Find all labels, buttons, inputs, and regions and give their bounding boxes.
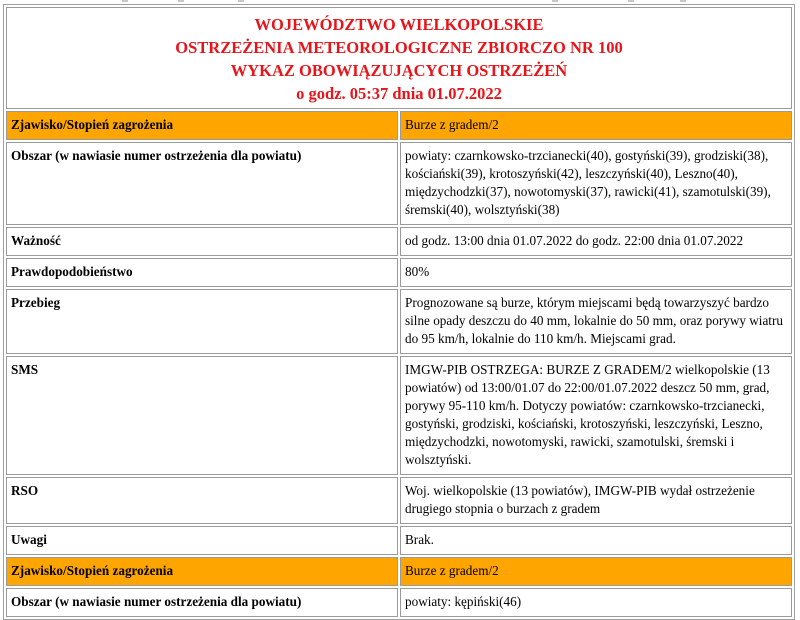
header-bulletin-title: OSTRZEŻENIA METEOROLOGICZNE ZBIORCZO NR 100 (175, 38, 623, 57)
warning1-area-row (6, 142, 792, 225)
area-label: Obszar (w nawiasie numer ostrzeżenia dla powiatu) (6, 588, 398, 617)
notes-label: Uwagi (6, 526, 398, 555)
probability-label: Prawdopodobieństwo (6, 258, 398, 287)
course-value: Prognozowane są burze, którym miejscami będą towarzyszyć bardzo silne opady deszczu do 40 mm, lokalnie do 50 mm, oraz porywy wiatru do 95 km/h, lokalnie do 110 km/h. Miejscami grad. (400, 289, 792, 354)
header-voivodeship: WOJEWÓDZTWO WIELKOPOLSKIE (254, 15, 544, 34)
phenomenon-label: Zjawisko/Stopień zagrożenia (6, 111, 398, 140)
rso-label: RSO (6, 477, 398, 524)
phenomenon-value: Burze z gradem/2 (400, 557, 792, 586)
phenomenon-label: Zjawisko/Stopień zagrożenia (6, 557, 398, 586)
warning1-rso-row (6, 477, 792, 524)
sms-label: SMS (6, 356, 398, 475)
warning1-course-row (6, 289, 792, 354)
warning1-notes-row (6, 526, 792, 555)
rso-value: Woj. wielkopolskie (13 powiatów), IMGW-PIB wydał ostrzeżenie drugiego stopnia o burzach z gradem (400, 477, 792, 524)
warnings-table (4, 5, 794, 619)
header-timestamp: o godz. 05:37 dnia 01.07.2022 (296, 84, 502, 103)
probability-value: 80% (400, 258, 792, 287)
document-header (6, 7, 792, 109)
phenomenon-value: Burze z gradem/2 (400, 111, 792, 140)
sms-value: IMGW-PIB OSTRZEGA: BURZE Z GRADEM/2 wielkopolskie (13 powiatów) od 13:00/01.07 do 22:00/01.07.2022 deszcz 50 mm, grad, porywy 95-110 km/h. Dotyczy powiatów: czarnkowsko-trzcianecki, gostyński, grodziski, kościański, krotoszyński, leszczyński, Leszno, międzychodzki, nowotomyski, rawicki, szamotulski, śremski i wolsztyński. (400, 356, 792, 475)
area-value: powiaty: kępiński(46) (400, 588, 792, 617)
validity-value: od godz. 13:00 dnia 01.07.2022 do godz. 22:00 dnia 01.07.2022 (400, 227, 792, 256)
warning2-area-row (6, 588, 792, 617)
area-label: Obszar (w nawiasie numer ostrzeżenia dla powiatu) (6, 142, 398, 225)
warning1-probability-row (6, 258, 792, 287)
course-label: Przebieg (6, 289, 398, 354)
area-value: powiaty: czarnkowsko-trzcianecki(40), gostyński(39), grodziski(38), kościański(39), krotoszyński(42), leszczyński(40), Leszno(40), międzychodzki(37), nowotomyski(37), rawicki(41), szamotulski(39), śremski(40), wolsztyński(38) (400, 142, 792, 225)
header-row (6, 7, 792, 109)
notes-value: Brak. (400, 526, 792, 555)
warning1-phenomenon-row (6, 111, 792, 140)
warning1-sms-row (6, 356, 792, 475)
warning2-phenomenon-row (6, 557, 792, 586)
warning1-validity-row (6, 227, 792, 256)
header-list-title: WYKAZ OBOWIĄZUJĄCYCH OSTRZEŻEŃ (230, 61, 568, 80)
warnings-document (3, 4, 795, 620)
validity-label: Ważność (6, 227, 398, 256)
